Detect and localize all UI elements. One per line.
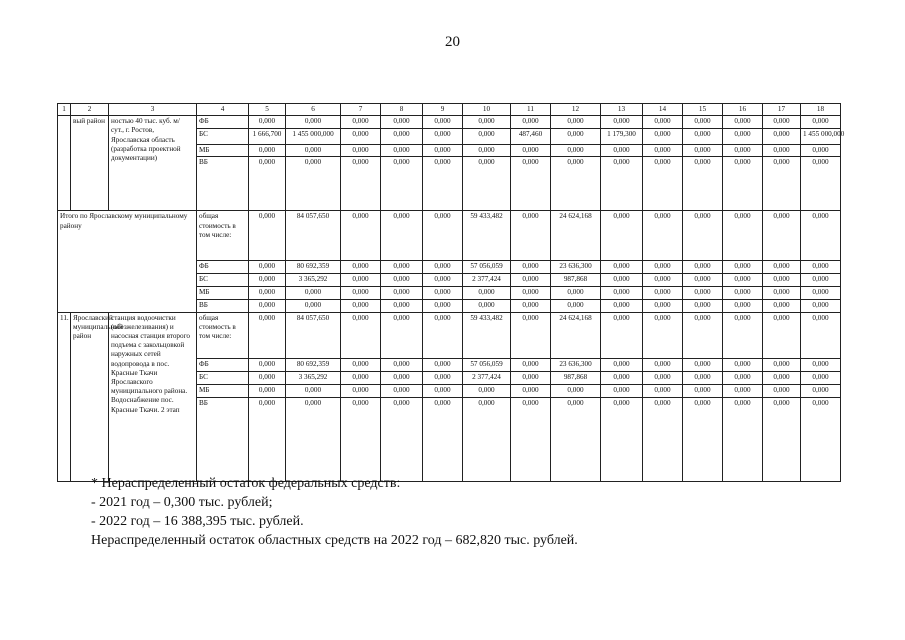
table-cell: 1 (58, 104, 71, 116)
table-header-row (58, 104, 841, 116)
table-cell: 0,000 (423, 358, 463, 371)
table-cell: 0,000 (423, 211, 463, 261)
table-cell: общая стоимость в том числе: (197, 211, 249, 261)
table-cell: 0,000 (511, 371, 551, 384)
footnote-line: - 2022 год – 16 388,395 тыс. рублей. (91, 514, 304, 529)
table-cell: 0,000 (381, 371, 423, 384)
table-row (58, 312, 841, 358)
table-cell: 0,000 (723, 261, 763, 274)
table-cell: 0,000 (683, 116, 723, 129)
table-cell: 0,000 (723, 358, 763, 371)
table-cell: 0,000 (286, 384, 341, 397)
table-cell: 0,000 (423, 371, 463, 384)
table-cell: 16 (723, 104, 763, 116)
table-cell: 0,000 (381, 116, 423, 129)
table-cell: 0,000 (763, 384, 801, 397)
table-cell: 24 624,168 (551, 211, 601, 261)
table-cell: 0,000 (723, 145, 763, 157)
page-number: 20 (445, 34, 460, 50)
table-cell: 0,000 (723, 287, 763, 300)
table-cell: МБ (197, 384, 249, 397)
table-cell: 0,000 (341, 274, 381, 287)
table-cell: 0,000 (511, 145, 551, 157)
table-cell: 0,000 (551, 145, 601, 157)
table-cell: 0,000 (801, 274, 841, 287)
table-cell: 8 (381, 104, 423, 116)
table-cell: 0,000 (723, 371, 763, 384)
table-cell: 0,000 (643, 211, 683, 261)
table-cell: ФБ (197, 358, 249, 371)
table-cell: 0,000 (801, 358, 841, 371)
table-cell: 11. (58, 312, 71, 481)
table-cell: 0,000 (763, 211, 801, 261)
table-cell: 0,000 (601, 116, 643, 129)
table-cell: 0,000 (801, 371, 841, 384)
table-cell: 0,000 (723, 312, 763, 358)
table-cell: 0,000 (643, 300, 683, 312)
table-cell: 0,000 (683, 371, 723, 384)
table-cell: 2 377,424 (463, 274, 511, 287)
table-cell: 0,000 (801, 261, 841, 274)
table-cell: 0,000 (763, 397, 801, 481)
table-cell: 0,000 (601, 145, 643, 157)
table-cell: 0,000 (683, 358, 723, 371)
table-cell: 0,000 (683, 384, 723, 397)
table-cell: 0,000 (763, 261, 801, 274)
table-cell: 0,000 (511, 211, 551, 261)
table-cell: 0,000 (643, 358, 683, 371)
table-cell: ФБ (197, 116, 249, 129)
table-cell: 0,000 (286, 157, 341, 211)
table-cell: 84 057,650 (286, 312, 341, 358)
table-cell: БС (197, 274, 249, 287)
table-cell: 59 433,482 (463, 312, 511, 358)
table-cell: 0,000 (551, 157, 601, 211)
table-cell: 0,000 (601, 384, 643, 397)
table-cell: 0,000 (643, 312, 683, 358)
table-cell: 0,000 (423, 274, 463, 287)
table-cell: 0,000 (381, 384, 423, 397)
table-cell: МБ (197, 145, 249, 157)
table-cell: 0,000 (511, 300, 551, 312)
table-cell: 0,000 (601, 157, 643, 211)
table-cell: 0,000 (341, 300, 381, 312)
table-cell: вый район (71, 116, 109, 211)
table-cell: 0,000 (683, 129, 723, 145)
table-row (58, 116, 841, 129)
table-cell: 0,000 (511, 397, 551, 481)
table-cell: 0,000 (381, 129, 423, 145)
table-cell: 0,000 (341, 116, 381, 129)
table-cell: 1 666,700 (249, 129, 286, 145)
table-cell: 0,000 (341, 287, 381, 300)
footnotes (91, 474, 578, 550)
table-cell: 0,000 (683, 145, 723, 157)
table-cell: 0,000 (249, 274, 286, 287)
table-cell: 0,000 (341, 145, 381, 157)
table-cell: 487,460 (511, 129, 551, 145)
table-cell: 0,000 (249, 384, 286, 397)
table-cell: 0,000 (381, 358, 423, 371)
table-cell: 6 (286, 104, 341, 116)
table-cell: 9 (423, 104, 463, 116)
table-cell: 0,000 (249, 300, 286, 312)
table-cell: 0,000 (381, 397, 423, 481)
table-cell: 0,000 (801, 397, 841, 481)
table-cell: Ярославский муниципальный район (71, 312, 109, 481)
table-cell: 0,000 (463, 116, 511, 129)
table-cell: 0,000 (381, 157, 423, 211)
table-cell: 0,000 (683, 287, 723, 300)
table-cell: 0,000 (683, 274, 723, 287)
table-cell: 0,000 (381, 274, 423, 287)
table-cell: 0,000 (463, 384, 511, 397)
table-cell: 11 (511, 104, 551, 116)
table-cell: 0,000 (723, 300, 763, 312)
table-cell: 0,000 (551, 300, 601, 312)
table-cell: 0,000 (723, 397, 763, 481)
table-cell: 1 455 000,000 (286, 129, 341, 145)
table-cell: 0,000 (801, 312, 841, 358)
table-cell: 0,000 (683, 300, 723, 312)
table-cell: 0,000 (643, 145, 683, 157)
table-cell: 0,000 (601, 274, 643, 287)
table-cell: ностью 40 тыс. куб. м/ сут., г. Ростов, Ярославская область (разработка проектной документации) (109, 116, 197, 211)
table-cell: 0,000 (801, 287, 841, 300)
table-cell: 0,000 (763, 287, 801, 300)
table-cell: ВБ (197, 157, 249, 211)
table-cell: 24 624,168 (551, 312, 601, 358)
table-cell: 13 (601, 104, 643, 116)
table-cell: 0,000 (511, 358, 551, 371)
table-cell: 0,000 (341, 312, 381, 358)
table-cell: 0,000 (763, 300, 801, 312)
footnote-line: * Нераспределенный остаток федеральных средств: (91, 476, 401, 491)
table-cell: 0,000 (643, 129, 683, 145)
table-cell: 0,000 (601, 211, 643, 261)
table-cell: 0,000 (801, 211, 841, 261)
footnote-line: Нераспределенный остаток областных средств на 2022 год – 682,820 тыс. рублей. (91, 533, 578, 548)
table-cell: 0,000 (763, 129, 801, 145)
table-cell: 10 (463, 104, 511, 116)
table-cell: 0,000 (551, 397, 601, 481)
table-cell: 0,000 (551, 116, 601, 129)
table-cell: 17 (763, 104, 801, 116)
table-cell: 14 (643, 104, 683, 116)
table-cell: 0,000 (683, 157, 723, 211)
table-cell: 0,000 (643, 397, 683, 481)
budget-table (57, 103, 845, 482)
table-cell: 0,000 (551, 384, 601, 397)
table-cell: 987,868 (551, 371, 601, 384)
table-cell: 0,000 (723, 274, 763, 287)
table-cell: 0,000 (249, 116, 286, 129)
table-cell: 1 455 000,000 (801, 129, 841, 145)
table-cell: 0,000 (463, 300, 511, 312)
table-cell: 0,000 (249, 157, 286, 211)
table-cell: общая стоимость в том числе: (197, 312, 249, 358)
table-cell: 0,000 (511, 312, 551, 358)
table-cell: 0,000 (643, 384, 683, 397)
table-cell: 0,000 (381, 312, 423, 358)
table-cell: 0,000 (423, 145, 463, 157)
table-cell: 0,000 (423, 261, 463, 274)
table-cell: 0,000 (643, 261, 683, 274)
table-cell: 0,000 (511, 157, 551, 211)
table-cell: 0,000 (763, 116, 801, 129)
table-cell: 5 (249, 104, 286, 116)
table-cell: 0,000 (381, 261, 423, 274)
table-cell: 18 (801, 104, 841, 116)
table-cell: 0,000 (511, 274, 551, 287)
table-cell: 0,000 (249, 358, 286, 371)
table-cell: 0,000 (249, 287, 286, 300)
table-cell: 0,000 (551, 129, 601, 145)
table-cell: 0,000 (423, 384, 463, 397)
table-cell: 3 365,292 (286, 371, 341, 384)
table-cell: станция водоочистки (обезжелезивания) и насосная станция второго подъема с закольцовкой наружных сетей водопровода в пос. Красные Ткачи Ярославского муниципального района. Водоснабжение пос. Красные Ткачи. 2 этап (109, 312, 197, 481)
table-cell: 1 179,300 (601, 129, 643, 145)
table-cell: 0,000 (423, 312, 463, 358)
table-cell: 0,000 (643, 371, 683, 384)
table-cell: 0,000 (249, 397, 286, 481)
table-cell: 0,000 (423, 157, 463, 211)
table-cell: 0,000 (601, 261, 643, 274)
table-cell: 0,000 (643, 274, 683, 287)
table-cell: 0,000 (381, 287, 423, 300)
table-cell: 0,000 (551, 287, 601, 300)
table-cell: 0,000 (801, 300, 841, 312)
table-cell: МБ (197, 287, 249, 300)
table-cell: 0,000 (601, 397, 643, 481)
table-cell: 84 057,650 (286, 211, 341, 261)
table-cell: 0,000 (601, 287, 643, 300)
table-cell: 0,000 (601, 358, 643, 371)
table-cell: 0,000 (249, 261, 286, 274)
table-cell: 12 (551, 104, 601, 116)
table-cell: 0,000 (723, 116, 763, 129)
table-cell: 0,000 (683, 211, 723, 261)
table-cell: 0,000 (511, 261, 551, 274)
table-cell: 0,000 (643, 157, 683, 211)
table-cell: 0,000 (423, 300, 463, 312)
table-cell: 0,000 (463, 157, 511, 211)
table-cell: 0,000 (249, 371, 286, 384)
table-cell: 0,000 (341, 261, 381, 274)
table-cell: 0,000 (423, 397, 463, 481)
table-cell: 0,000 (249, 211, 286, 261)
table-cell: 0,000 (286, 397, 341, 481)
table-cell: 0,000 (723, 211, 763, 261)
table-cell: 0,000 (463, 287, 511, 300)
table-cell: 80 692,359 (286, 261, 341, 274)
table-cell: БС (197, 129, 249, 145)
table-cell: 0,000 (286, 300, 341, 312)
table-cell: 0,000 (801, 145, 841, 157)
footnote-line: - 2021 год – 0,300 тыс. рублей; (91, 495, 273, 510)
table-cell: 7 (341, 104, 381, 116)
table-cell: 0,000 (341, 157, 381, 211)
table-cell: 0,000 (601, 300, 643, 312)
table-cell: 0,000 (286, 145, 341, 157)
table-cell: 80 692,359 (286, 358, 341, 371)
table-cell: 987,868 (551, 274, 601, 287)
table-cell: 0,000 (683, 312, 723, 358)
table-cell: 0,000 (463, 145, 511, 157)
table-cell: 0,000 (763, 157, 801, 211)
table-cell: 0,000 (341, 358, 381, 371)
table-cell: 2 (71, 104, 109, 116)
table-cell: 57 056,059 (463, 358, 511, 371)
table-cell: 0,000 (801, 384, 841, 397)
table-cell: 3 (109, 104, 197, 116)
table-cell: 0,000 (423, 116, 463, 129)
table-cell: 0,000 (723, 157, 763, 211)
table-row (58, 211, 841, 261)
table-cell: 0,000 (286, 287, 341, 300)
table-cell: 0,000 (423, 287, 463, 300)
table-cell: 0,000 (683, 261, 723, 274)
table-cell: 0,000 (601, 312, 643, 358)
table-cell: 0,000 (341, 371, 381, 384)
table-cell: 3 365,292 (286, 274, 341, 287)
table-cell: 0,000 (423, 129, 463, 145)
table-cell: 23 636,300 (551, 358, 601, 371)
table-cell: 59 433,482 (463, 211, 511, 261)
table-cell: 0,000 (341, 211, 381, 261)
table-cell: 0,000 (341, 384, 381, 397)
table-cell: 0,000 (763, 145, 801, 157)
table-cell: 0,000 (341, 397, 381, 481)
table-cell: 0,000 (381, 145, 423, 157)
table-cell: 0,000 (763, 358, 801, 371)
table-cell: 0,000 (381, 211, 423, 261)
table-cell: ФБ (197, 261, 249, 274)
table-cell: 0,000 (683, 397, 723, 481)
table-cell: 0,000 (723, 129, 763, 145)
table-cell: 23 636,300 (551, 261, 601, 274)
table-cell: 15 (683, 104, 723, 116)
table-cell: 0,000 (286, 116, 341, 129)
table-cell: 4 (197, 104, 249, 116)
table-cell: 0,000 (249, 312, 286, 358)
table-cell: 2 377,424 (463, 371, 511, 384)
table-cell (58, 116, 71, 211)
table-cell: 0,000 (763, 371, 801, 384)
table-cell: 0,000 (763, 312, 801, 358)
table-cell: БС (197, 371, 249, 384)
table-cell: 0,000 (601, 371, 643, 384)
table-cell: 0,000 (381, 300, 423, 312)
table-cell: 57 056,059 (463, 261, 511, 274)
table-cell: 0,000 (801, 157, 841, 211)
table-cell: 0,000 (511, 116, 551, 129)
table-cell: 0,000 (643, 116, 683, 129)
table-cell: ВБ (197, 397, 249, 481)
table-cell: 0,000 (341, 129, 381, 145)
table-cell: 0,000 (463, 397, 511, 481)
table-cell: 0,000 (723, 384, 763, 397)
table-cell: Итого по Ярославскому муниципальному району (58, 211, 197, 312)
table-cell: 0,000 (801, 116, 841, 129)
table-cell: 0,000 (643, 287, 683, 300)
table-cell: 0,000 (249, 145, 286, 157)
table-cell: 0,000 (763, 274, 801, 287)
table-cell: 0,000 (463, 129, 511, 145)
table-cell: 0,000 (511, 287, 551, 300)
table-cell: 0,000 (511, 384, 551, 397)
table-cell: ВБ (197, 300, 249, 312)
